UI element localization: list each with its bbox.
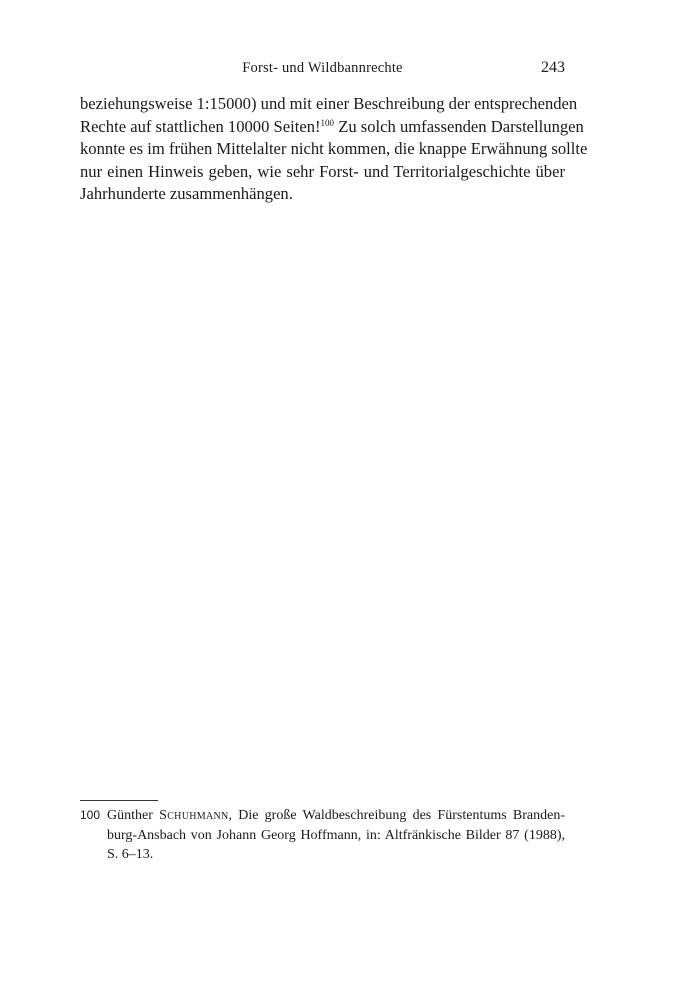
footnote-reference[interactable]: 100 (320, 117, 335, 128)
body-line (80, 116, 584, 139)
body-line-part: Zu solch umfassenden Darstellungen (338, 116, 584, 136)
footnote-line-rest: , Die große Waldbeschreibung des Fürstentums Branden- (228, 808, 566, 823)
footnote-line: S. 6–13. (107, 847, 154, 863)
footnote-line (107, 806, 565, 826)
body-line: Jahrhunderte zusammenhängen. (80, 184, 293, 204)
footnote-author-last: Schuhmann (159, 808, 229, 823)
footnote (80, 806, 565, 865)
footnote-separator (80, 800, 158, 801)
footnote-author-first: Günther (107, 808, 153, 823)
body-line: nur einen Hinweis geben, wie sehr Forst- und Territorialgeschichte über (80, 161, 565, 181)
body-paragraph (80, 93, 588, 206)
footnote-number: 100 (80, 808, 101, 822)
footnote-text (107, 806, 565, 865)
running-title: Forst- und Wildbannrechte (242, 60, 403, 76)
body-line: konnte es im frühen Mittelalter nicht kommen, die knappe Erwähnung sollte (80, 139, 588, 159)
footnote-line: burg-Ansbach von Johann Georg Hoffmann, in: Altfränkische Bilder 87 (1988), (107, 827, 565, 843)
body-line: beziehungsweise 1:15000) und mit einer Beschreibung der entsprechenden (80, 94, 578, 113)
running-head (80, 60, 565, 82)
body-line-part: Rechte auf stattlichen 10000 Seiten! (80, 116, 321, 136)
page-number: 243 (541, 59, 565, 76)
